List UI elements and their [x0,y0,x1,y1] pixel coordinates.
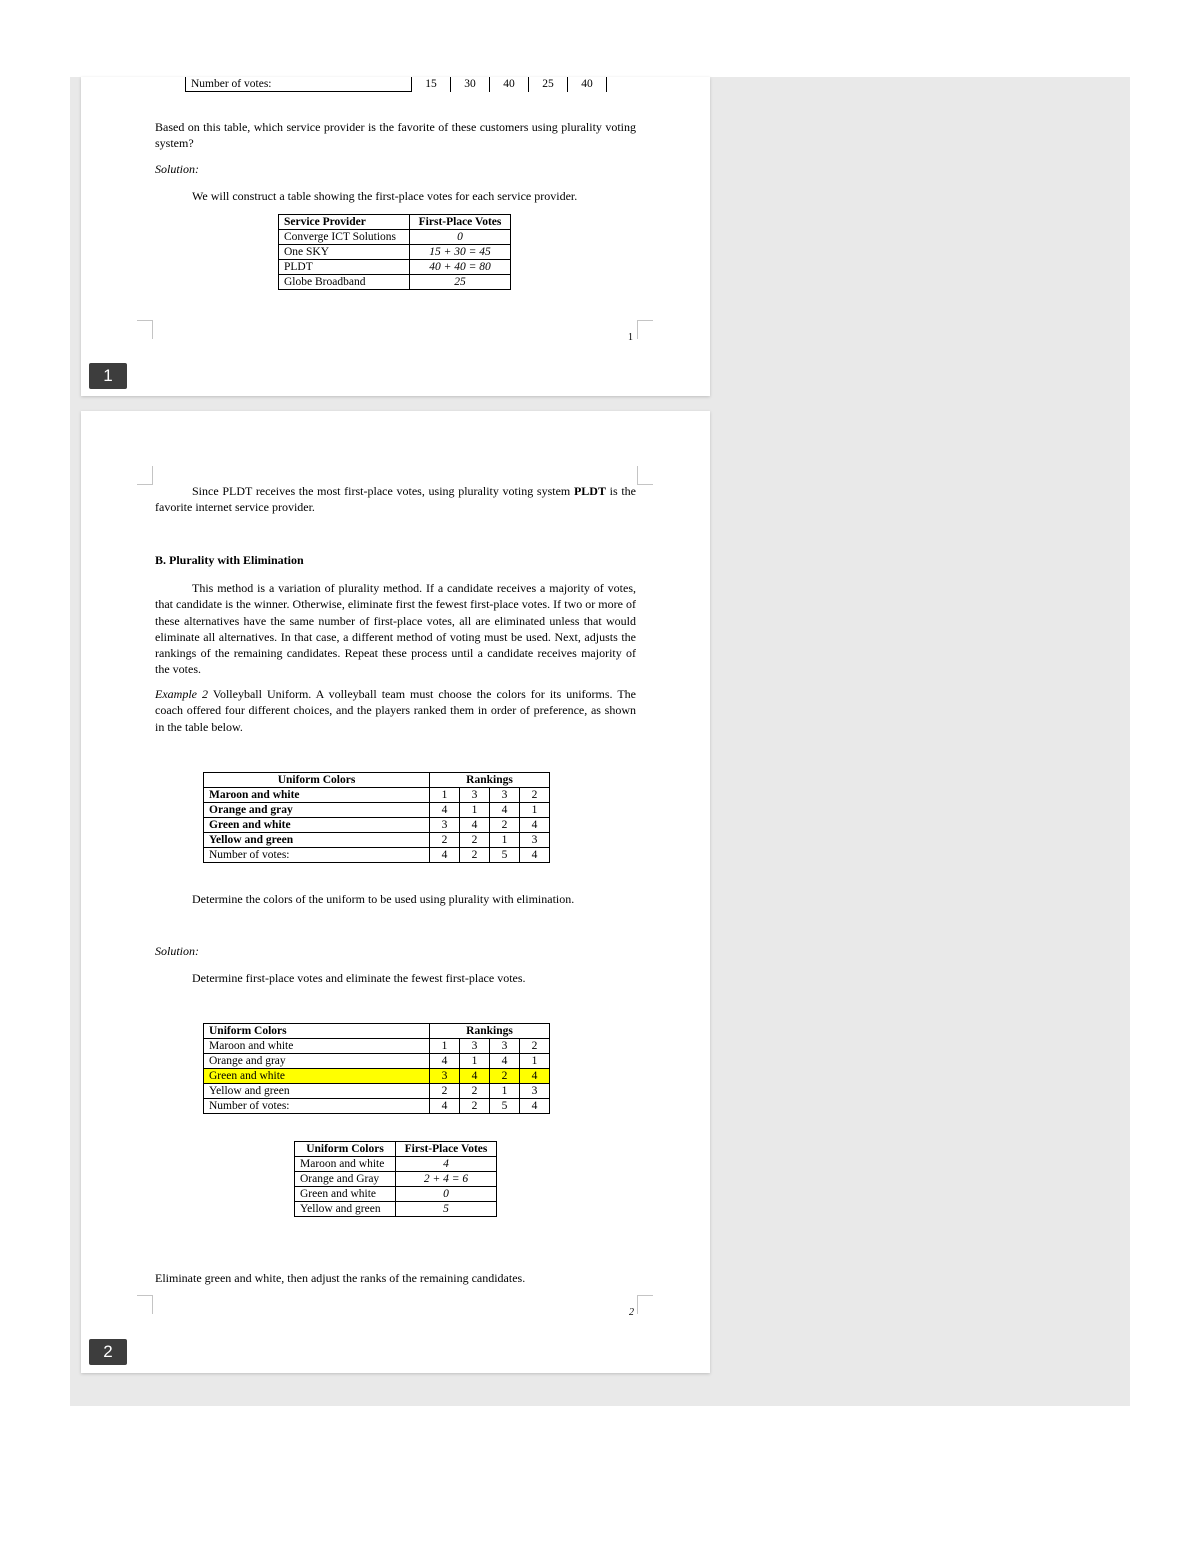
conclusion-text: Since PLDT receives the most first-place votes, using plurality voting system [192,484,574,498]
table-cell: 1 [430,788,460,803]
table-header: First-Place Votes [396,1142,497,1157]
section-title: B. Plurality with Elimination [155,553,304,567]
votes-cell: 40 [568,77,607,92]
conclusion-paragraph [155,483,636,516]
table-cell: 2 [520,1039,550,1054]
table-cell: Orange and gray [204,1054,430,1069]
table-row [204,1054,550,1069]
table-header: Rankings [430,773,550,788]
table-cell: 4 [520,818,550,833]
table-cell: Green and white [204,1069,430,1084]
table-row [295,1157,497,1172]
table-cell: 2 [490,818,520,833]
votes-row [204,848,550,863]
solution-label: Solution: [155,162,199,176]
votes-row [185,77,607,92]
rankings-table [203,772,550,863]
table-cell: 2 [520,788,550,803]
document-page-2 [81,411,710,1373]
table-cell: Maroon and white [204,1039,430,1054]
table-cell: PLDT [279,260,410,275]
first-place-votes-table [278,214,511,290]
highlighted-row [204,1069,550,1084]
table-row [279,275,511,290]
conclusion-bold: PLDT [573,484,606,498]
page-badge-1[interactable]: 1 [89,363,127,389]
table-row [279,260,511,275]
table-cell: 2 [490,1069,520,1084]
rankings-table-highlighted [203,1023,550,1114]
example-label: Example 2 [155,687,209,701]
table-row [204,1084,550,1099]
example-paragraph [155,686,636,735]
table-header: First-Place Votes [410,215,511,230]
table-cell: 4 [520,848,550,863]
margin-corner-mark [637,320,653,339]
table-cell: Converge ICT Solutions [279,230,410,245]
table-cell: 4 [460,818,490,833]
table-cell: 5 [490,848,520,863]
table-cell: 4 [490,1054,520,1069]
example-text: Volleyball Uniform. A volleyball team must choose the colors for its uniforms. The coach offered four different choices, and the players ranked them in order of preference, as shown in the table below. [155,687,636,734]
solution-intro: We will construct a table showing the first-place votes for each service provider. [192,189,578,203]
table-row [204,1039,550,1054]
table-cell: 1 [520,1054,550,1069]
table-cell: 3 [520,1084,550,1099]
table-cell: 2 [430,1084,460,1099]
table-cell: 0 [410,230,511,245]
page-number: 2 [629,1307,634,1318]
uniform-first-place-table [294,1141,497,1217]
table-cell: 5 [490,1099,520,1114]
table-row [295,1172,497,1187]
table-cell: 2 [460,1099,490,1114]
table-cell: Orange and gray [204,803,430,818]
task-text: Determine the colors of the uniform to be used using plurality with elimination. [192,892,575,906]
votes-row-label: Number of votes: [186,77,412,92]
votes-cell: 15 [412,77,451,92]
table-cell: 3 [430,1069,460,1084]
table-cell: 25 [410,275,511,290]
table-cell: Orange and Gray [295,1172,396,1187]
table-cell: Green and white [295,1187,396,1202]
votes-cell: 25 [529,77,568,92]
table-cell: Yellow and green [295,1202,396,1217]
page-number: 1 [628,332,633,343]
table-row [204,818,550,833]
table-cell: 3 [490,1039,520,1054]
table-header: Uniform Colors [204,773,430,788]
table-cell: 5 [396,1202,497,1217]
table-cell: 3 [430,818,460,833]
margin-corner-mark [637,466,653,485]
document-page-1 [81,77,710,396]
table-cell: 2 [460,848,490,863]
table-cell: 3 [460,1039,490,1054]
table-cell: 3 [520,833,550,848]
table-cell: 2 [460,1084,490,1099]
table-header: Rankings [430,1024,550,1039]
table-cell: Number of votes: [204,848,430,863]
table-cell: Globe Broadband [279,275,410,290]
table-cell: 4 [396,1157,497,1172]
table-cell: Yellow and green [204,1084,430,1099]
table-cell: Yellow and green [204,833,430,848]
table-cell: 4 [520,1069,550,1084]
table-cell: 3 [490,788,520,803]
page-badge-2[interactable]: 2 [89,1339,127,1365]
table-row [279,245,511,260]
method-description: This method is a variation of plurality method. If a candidate receives a majority of votes, that candidate is the winner. Otherwise, eliminate first the fewest first-place votes. If two or more of these alternatives have the same number of first-place votes, all are eliminated unless that would eliminate all alternatives. In that case, a different method of voting must be used. Next, adjusts the rankings of the remaining candidates. Repeat these process until a candidate receives majority of the votes. [155,581,636,677]
table-row [295,1202,497,1217]
margin-corner-mark [137,320,153,339]
solution-label: Solution: [155,944,199,958]
table-cell: 0 [396,1187,497,1202]
table-cell: 1 [460,1054,490,1069]
table-cell: 4 [430,1054,460,1069]
table-cell: 4 [460,1069,490,1084]
table-header: Uniform Colors [204,1024,430,1039]
question-paragraph: Based on this table, which service provider is the favorite of these customers using plurality voting system? [155,120,636,151]
table-cell: Green and white [204,818,430,833]
votes-row [204,1099,550,1114]
margin-corner-mark [137,466,153,485]
table-row [204,833,550,848]
table-cell: 40 + 40 = 80 [410,260,511,275]
table-cell: 1 [430,1039,460,1054]
table-cell: 1 [460,803,490,818]
table-cell: 1 [490,833,520,848]
table-cell: 4 [430,803,460,818]
table-row [204,788,550,803]
table-row [204,803,550,818]
table-cell: 1 [520,803,550,818]
table-cell: 1 [490,1084,520,1099]
table-cell: 2 + 4 = 6 [396,1172,497,1187]
table-row [279,230,511,245]
margin-corner-mark [137,1295,153,1314]
table-cell: 2 [430,833,460,848]
table-header: Service Provider [279,215,410,230]
votes-cell: 40 [490,77,529,92]
votes-cell: 30 [451,77,490,92]
table-cell: 2 [460,833,490,848]
conclusion-text-end: is the favorite internet service provider. [155,484,636,515]
step-one-text: Determine first-place votes and eliminate the fewest first-place votes. [192,971,526,985]
table-row [295,1187,497,1202]
margin-corner-mark [637,1295,653,1314]
step-two-text: Eliminate green and white, then adjust the ranks of the remaining candidates. [155,1271,526,1285]
table-cell: 3 [460,788,490,803]
table-cell: Maroon and white [295,1157,396,1172]
table-cell: 4 [430,848,460,863]
table-header: Uniform Colors [295,1142,396,1157]
table-cell: 4 [520,1099,550,1114]
table-cell: Number of votes: [204,1099,430,1114]
table-cell: 4 [490,803,520,818]
table-cell: 4 [430,1099,460,1114]
table-cell: Maroon and white [204,788,430,803]
table-cell: 15 + 30 = 45 [410,245,511,260]
table-cell: One SKY [279,245,410,260]
